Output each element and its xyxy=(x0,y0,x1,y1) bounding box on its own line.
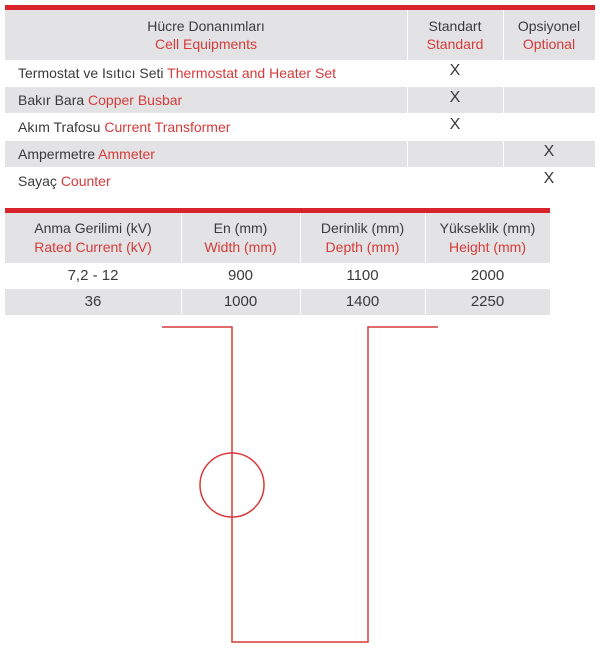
equipment-name-tr: Akım Trafosu xyxy=(18,119,101,135)
optional-mark: X xyxy=(543,170,555,187)
equipment-name-en: Counter xyxy=(60,173,111,189)
equipment-name-tr: Ampermetre xyxy=(18,146,96,162)
depth-value: 1100 xyxy=(346,267,379,284)
width-value: 1000 xyxy=(223,293,258,310)
width-value: 900 xyxy=(227,267,254,284)
equipment-name-en: Copper Busbar xyxy=(88,92,183,108)
equipment-name-tr: Sayaç xyxy=(18,173,57,189)
header-voltage-en: Rated Current (kV) xyxy=(34,239,152,255)
header-depth-tr: Derinlik (mm) xyxy=(320,220,405,236)
header-voltage-tr: Anma Gerilimi (kV) xyxy=(34,220,152,236)
header-standard-en: Standard xyxy=(426,36,484,52)
equipment-name-en: Thermostat and Heater Set xyxy=(167,65,337,81)
height-value: 2000 xyxy=(470,267,505,284)
voltage-value: 36 xyxy=(84,293,102,310)
header-width-en: Width (mm) xyxy=(204,239,277,255)
header-width-tr: En (mm) xyxy=(213,220,268,236)
header-depth-en: Depth (mm) xyxy=(325,239,400,255)
header-optional-tr: Opsiyonel xyxy=(517,18,581,34)
optional-mark: X xyxy=(543,143,555,160)
header-equipment-en: Cell Equipments xyxy=(155,36,257,52)
header-optional-en: Optional xyxy=(522,36,576,52)
header-height-en: Height (mm) xyxy=(448,239,526,255)
standard-mark: X xyxy=(449,62,461,79)
incoming-busbar-line xyxy=(162,327,438,642)
header-standard-tr: Standart xyxy=(428,18,482,34)
standard-mark: X xyxy=(449,89,461,106)
voltage-value: 7,2 - 12 xyxy=(67,267,119,284)
standard-mark: X xyxy=(449,116,461,133)
equipment-name-tr: Bakır Bara xyxy=(18,92,85,108)
equipment-name-en: Current Transformer xyxy=(104,119,231,135)
height-value: 2250 xyxy=(470,293,505,310)
header-equipment-tr: Hücre Donanımları xyxy=(147,18,265,34)
equipment-name-tr: Termostat ve Isıtıcı Seti xyxy=(18,65,164,81)
equipment-name-en: Ammeter xyxy=(98,146,155,162)
header-height-tr: Yükseklik (mm) xyxy=(439,220,536,236)
depth-value: 1400 xyxy=(345,293,380,310)
